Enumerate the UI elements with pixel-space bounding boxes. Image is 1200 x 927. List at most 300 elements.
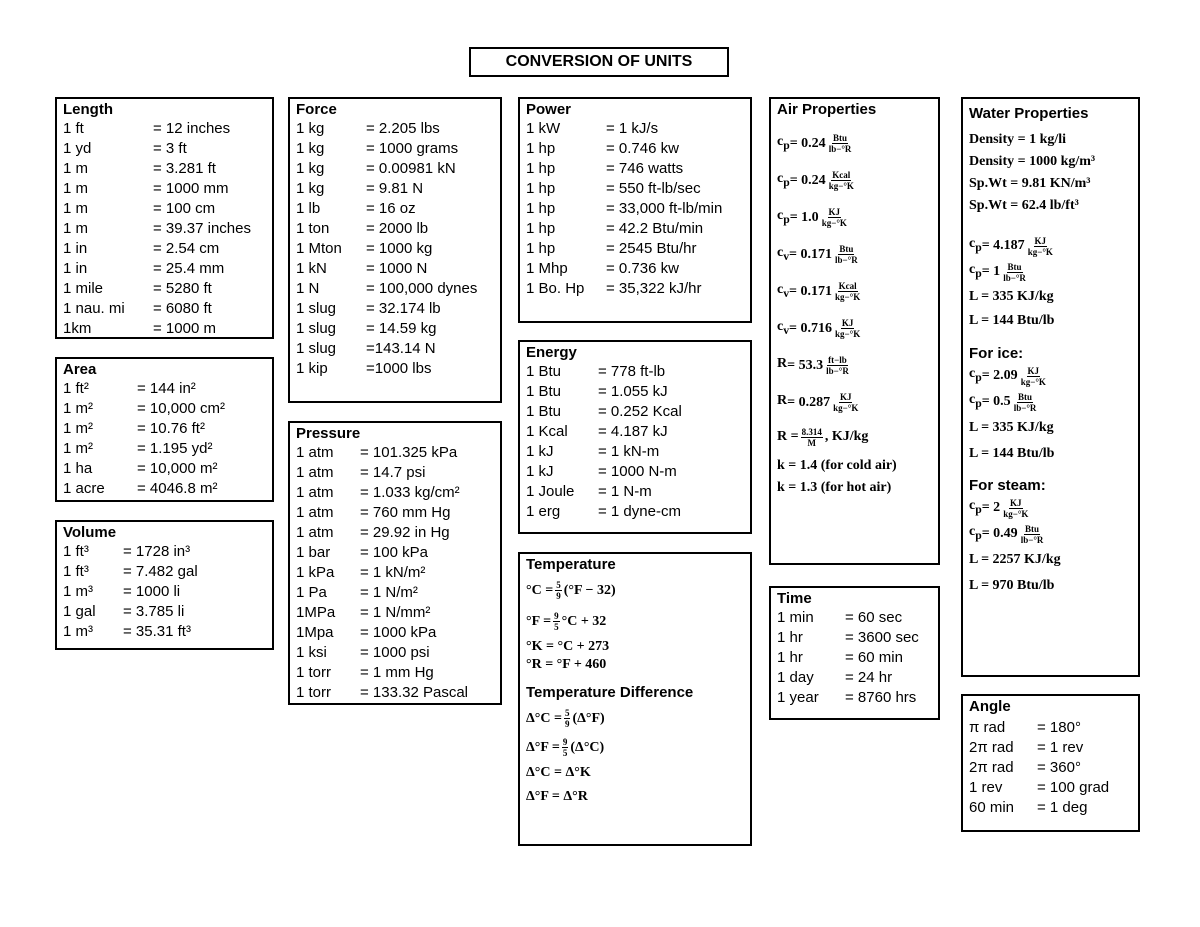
conversion-row xyxy=(969,718,1132,738)
conversion-row xyxy=(296,643,494,663)
water-cp-1 xyxy=(969,233,1132,259)
water-density-2: Density = 1000 kg/m³ xyxy=(969,154,1096,169)
conversion-row xyxy=(969,738,1132,758)
numerator: Btu xyxy=(833,133,848,143)
unit-label: 1 kip xyxy=(296,360,328,377)
unit-fraction xyxy=(834,318,861,339)
unit-value: = 1000 N xyxy=(366,260,428,277)
numerator: Kcal xyxy=(838,281,857,291)
property-symbol xyxy=(777,207,790,229)
formula-kelvin: °K = °C + 273 xyxy=(526,639,610,654)
formula-f-from-c xyxy=(526,611,744,632)
unit-label: 1 atm xyxy=(296,464,334,481)
unit-value: = 746 watts xyxy=(606,160,684,177)
formula-text: °F = xyxy=(526,613,552,629)
fraction xyxy=(1027,236,1054,257)
unit-label: 1 rev xyxy=(969,779,1003,796)
unit-label: 1 ft³ xyxy=(63,563,89,580)
formula-text: = 4.187 xyxy=(981,238,1025,253)
unit-label: 1 hp xyxy=(526,160,556,177)
unit-value: = 24 hr xyxy=(845,669,893,686)
unit-label: 1 kW xyxy=(526,120,561,137)
unit-value: = 1 deg xyxy=(1037,799,1088,816)
conversion-row xyxy=(296,623,494,643)
unit-value: = 3600 sec xyxy=(845,629,919,646)
air-property-formula xyxy=(777,347,932,384)
numerator: 8.314 xyxy=(801,426,822,437)
conversion-row xyxy=(63,139,266,159)
formula-text: (Δ°C) xyxy=(570,739,605,755)
unit-value: = 1000 m xyxy=(153,320,216,337)
formula-text: = 2 xyxy=(981,500,1001,515)
conversion-row xyxy=(296,483,494,503)
symbol-base: c xyxy=(777,244,784,260)
conversion-row xyxy=(63,179,266,199)
conversion-row xyxy=(63,259,266,279)
unit-value: = 8760 hrs xyxy=(845,689,917,706)
unit-label: 1 gal xyxy=(63,603,96,620)
length-box xyxy=(55,97,274,339)
conversion-row xyxy=(526,239,744,259)
formula-text: Δ°C = xyxy=(526,710,562,726)
property-value: = 0.287 xyxy=(787,394,831,410)
fraction xyxy=(1020,524,1045,545)
conversion-row xyxy=(526,462,744,482)
formula-text: , KJ/kg xyxy=(824,429,869,444)
cp-symbol: $c_p$ xyxy=(969,392,982,410)
denominator: kg−°K xyxy=(835,329,861,339)
unit-value: = 1000 kg xyxy=(366,240,433,257)
unit-value: = 100,000 dynes xyxy=(366,280,478,297)
numerator: 5 xyxy=(556,580,561,590)
ice-latent-1: L = 335 KJ/kg xyxy=(969,420,1054,435)
conversion-row xyxy=(526,482,744,502)
numerator: 9 xyxy=(562,737,568,747)
water-density-1: Density = 1 kg/li xyxy=(969,132,1067,147)
numerator: KJ xyxy=(839,392,852,402)
property-value: = 0.171 xyxy=(789,283,833,299)
denominator: kg−°K xyxy=(1003,508,1029,519)
conversion-row xyxy=(296,319,494,339)
unit-value: =1000 lbs xyxy=(366,360,432,377)
conversion-row xyxy=(63,119,266,139)
unit-fraction xyxy=(821,207,848,228)
conversion-row xyxy=(296,683,494,703)
unit-value: = 1 rev xyxy=(1037,739,1084,756)
property-value: = 0.171 xyxy=(789,246,833,262)
unit-value: = 6080 ft xyxy=(153,300,212,317)
unit-value: = 180° xyxy=(1037,719,1081,736)
air-property-formula xyxy=(777,236,932,273)
conversion-row xyxy=(296,179,494,199)
formula-text: (Δ°F) xyxy=(572,710,605,726)
property-symbol xyxy=(777,281,789,303)
unit-value: = 1000 mm xyxy=(153,180,229,197)
volume-heading: Volume xyxy=(63,524,117,541)
property-symbol xyxy=(777,355,787,377)
unit-value: = 101.325 kPa xyxy=(360,444,458,461)
angle-box xyxy=(961,694,1140,832)
denominator: 9 xyxy=(556,591,561,601)
symbol-base: R xyxy=(777,355,788,371)
unit-value: = 1 N-m xyxy=(598,483,652,500)
unit-label: 1 m xyxy=(63,180,89,197)
unit-label: 1 slug xyxy=(296,300,337,317)
denominator: kg−°K xyxy=(1020,376,1046,387)
conversion-row xyxy=(63,542,266,562)
formula-text: °C + 32 xyxy=(561,613,607,629)
water-spwt-2: Sp.Wt = 62.4 lb/ft³ xyxy=(969,198,1079,213)
force-heading: Force xyxy=(296,101,337,118)
unit-fraction xyxy=(828,133,853,154)
conversion-row xyxy=(296,159,494,179)
unit-value: = 10,000 cm² xyxy=(137,400,225,417)
area-heading: Area xyxy=(63,361,97,378)
conversion-row xyxy=(296,463,494,483)
conversion-row xyxy=(296,563,494,583)
unit-label: 1 torr xyxy=(296,684,332,701)
denominator: 9 xyxy=(564,719,570,729)
property-symbol xyxy=(777,244,789,266)
property-symbol xyxy=(777,170,790,192)
conversion-row xyxy=(296,139,494,159)
unit-fraction xyxy=(834,281,861,302)
unit-value: = 760 mm Hg xyxy=(360,504,451,521)
numerator: Btu xyxy=(839,244,854,254)
unit-value: = 1000 li xyxy=(123,583,181,600)
conversion-row xyxy=(63,199,266,219)
ice-heading: For ice: xyxy=(969,345,1024,362)
unit-label: 1 mile xyxy=(63,280,104,297)
air-heading: Air Properties xyxy=(777,101,877,118)
numerator: ft−lb xyxy=(828,355,847,365)
unit-value: = 1000 kPa xyxy=(360,624,437,641)
conversion-row xyxy=(296,299,494,319)
area-box xyxy=(55,357,274,502)
conversion-row xyxy=(63,159,266,179)
conversion-row xyxy=(63,279,266,299)
air-k-cold: k = 1.4 (for cold air) xyxy=(777,458,897,473)
pressure-heading: Pressure xyxy=(296,425,361,442)
unit-value: = 100 kPa xyxy=(360,544,428,561)
unit-label: 1 kg xyxy=(296,160,325,177)
unit-label: 1 day xyxy=(777,669,814,686)
temperature-difference-heading: Temperature Difference xyxy=(526,684,694,701)
unit-label: 1 hp xyxy=(526,180,556,197)
denominator: lb−°R xyxy=(1003,272,1026,283)
unit-label: 1 bar xyxy=(296,544,331,561)
conversion-row xyxy=(526,139,744,159)
conversion-row xyxy=(777,628,932,648)
conversion-row xyxy=(526,199,744,219)
symbol-base: c xyxy=(777,281,784,297)
conversion-row xyxy=(526,402,744,422)
property-value: = 0.24 xyxy=(789,172,826,188)
page-title: CONVERSION OF UNITS xyxy=(469,47,729,77)
property-symbol xyxy=(777,318,789,340)
unit-label: 1 m³ xyxy=(63,583,93,600)
unit-label: 2π rad xyxy=(969,759,1014,776)
unit-value: = 4.187 kJ xyxy=(598,423,668,440)
unit-value: = 7.482 gal xyxy=(123,563,198,580)
fraction xyxy=(555,580,562,601)
unit-label: 1 acre xyxy=(63,480,105,497)
unit-label: 1 in xyxy=(63,240,88,257)
unit-label: 1 Mton xyxy=(296,240,342,257)
unit-label: 1 Pa xyxy=(296,584,327,601)
conversion-row xyxy=(777,608,932,628)
property-value: = 53.3 xyxy=(787,357,824,373)
force-rows xyxy=(296,119,494,379)
conversion-row xyxy=(526,382,744,402)
unit-label: 60 min xyxy=(969,799,1015,816)
symbol-subscript: v xyxy=(783,249,790,263)
pressure-rows xyxy=(296,443,494,703)
unit-label: 1 min xyxy=(777,609,814,626)
unit-value: = 1.195 yd² xyxy=(137,440,213,457)
unit-value: = 9.81 N xyxy=(366,180,424,197)
conversion-row xyxy=(63,239,266,259)
unit-label: 1 hp xyxy=(526,220,556,237)
energy-rows xyxy=(526,362,744,522)
symbol-subscript: p xyxy=(783,212,790,226)
unit-value: =143.14 N xyxy=(366,340,436,357)
unit-value: = 360° xyxy=(1037,759,1081,776)
denominator: lb−°R xyxy=(1013,402,1037,413)
water-spwt-1: Sp.Wt = 9.81 KN/m³ xyxy=(969,176,1091,191)
time-rows xyxy=(777,608,932,708)
unit-value: = 5280 ft xyxy=(153,280,212,297)
unit-value: = 1000 psi xyxy=(360,644,430,661)
water-latent-2: L = 144 Btu/lb xyxy=(969,313,1055,328)
conversion-row xyxy=(63,622,266,642)
conversion-row xyxy=(296,259,494,279)
numerator: Btu xyxy=(1025,523,1040,534)
unit-label: 1 atm xyxy=(296,504,334,521)
unit-label: π rad xyxy=(969,719,1006,736)
unit-value: = 1000 grams xyxy=(366,140,459,157)
unit-label: 1MPa xyxy=(296,604,336,621)
conversion-row xyxy=(777,648,932,668)
formula-text: Δ°F = xyxy=(526,739,560,755)
numerator: Btu xyxy=(1007,261,1022,272)
unit-label: 1 kN xyxy=(296,260,327,277)
unit-label: 1 slug xyxy=(296,340,337,357)
unit-value: = 14.7 psi xyxy=(360,464,426,481)
water-heading: Water Properties xyxy=(969,105,1089,122)
water-latent-1: L = 335 KJ/kg xyxy=(969,289,1054,304)
denominator: kg−°K xyxy=(833,403,859,413)
steam-cp-2 xyxy=(969,521,1132,547)
unit-value: = 0.252 Kcal xyxy=(598,403,682,420)
conversion-row xyxy=(296,119,494,139)
cp-symbol: $c_p$ xyxy=(969,524,982,542)
fraction xyxy=(562,737,569,758)
unit-label: 1 hr xyxy=(777,649,803,666)
conversion-row xyxy=(777,688,932,708)
energy-heading: Energy xyxy=(526,344,577,361)
unit-label: 1 nau. mi xyxy=(63,300,125,317)
unit-value: = 2000 lb xyxy=(366,220,429,237)
conversion-row xyxy=(63,562,266,582)
unit-label: 1 kJ xyxy=(526,443,554,460)
symbol-base: c xyxy=(777,207,784,223)
fraction xyxy=(1020,366,1047,387)
formula-text: = 2.09 xyxy=(981,368,1018,383)
unit-label: 1km xyxy=(63,320,92,337)
conversion-row xyxy=(296,583,494,603)
symbol-base: c xyxy=(777,133,784,149)
denominator: lb−°R xyxy=(828,144,852,154)
unit-value: = 32.174 lb xyxy=(366,300,441,317)
denominator: lb−°R xyxy=(826,366,849,376)
unit-value: = 133.32 Pascal xyxy=(360,684,468,701)
unit-value: = 1 kN-m xyxy=(598,443,660,460)
numerator: Btu xyxy=(1018,391,1033,402)
unit-label: 1 erg xyxy=(526,503,561,520)
energy-box xyxy=(518,340,752,534)
conversion-row xyxy=(63,459,266,479)
unit-value: = 1 mm Hg xyxy=(360,664,434,681)
length-heading: Length xyxy=(63,101,113,118)
unit-label: 1 m² xyxy=(63,440,93,457)
force-box xyxy=(288,97,502,403)
conversion-row xyxy=(63,479,266,499)
conversion-row xyxy=(526,442,744,462)
unit-label: 1 kPa xyxy=(296,564,335,581)
denominator: M xyxy=(807,437,816,448)
property-value: = 1.0 xyxy=(789,209,819,225)
conversion-row xyxy=(63,419,266,439)
unit-label: 1 Bo. Hp xyxy=(526,280,585,297)
power-rows xyxy=(526,119,744,299)
property-value: = 0.716 xyxy=(789,320,833,336)
unit-label: 1 kg xyxy=(296,120,325,137)
unit-value: = 2545 Btu/hr xyxy=(606,240,697,257)
symbol-base: c xyxy=(777,170,784,186)
unit-value: = 100 cm xyxy=(153,200,216,217)
unit-fraction xyxy=(834,244,859,265)
unit-value: = 16 oz xyxy=(366,200,416,217)
power-heading: Power xyxy=(526,101,572,118)
angle-rows xyxy=(969,718,1132,818)
formula-text: = 0.5 xyxy=(981,394,1011,409)
symbol-subscript: v xyxy=(783,323,790,337)
area-rows xyxy=(63,379,266,499)
unit-label: 1 hp xyxy=(526,140,556,157)
formula-text: = 0.49 xyxy=(981,526,1018,541)
unit-value: = 39.37 inches xyxy=(153,220,251,237)
volume-box xyxy=(55,520,274,650)
unit-value: = 3.785 li xyxy=(123,603,185,620)
fraction xyxy=(1002,498,1029,519)
property-symbol xyxy=(777,392,787,414)
conversion-row xyxy=(296,279,494,299)
air-properties-box xyxy=(769,97,940,565)
formula-diff-f xyxy=(526,737,744,758)
formula-diff-r: Δ°F = Δ°R xyxy=(526,789,588,804)
numerator: 5 xyxy=(564,708,570,718)
conversion-row xyxy=(526,422,744,442)
symbol-subscript: p xyxy=(783,138,790,152)
water-properties-box xyxy=(961,97,1140,677)
unit-value: = 1 kN/m² xyxy=(360,564,426,581)
unit-label: 1 m xyxy=(63,200,89,217)
conversion-row xyxy=(296,503,494,523)
unit-label: 1 m² xyxy=(63,420,93,437)
conversion-row xyxy=(969,758,1132,778)
formula-diff-k: Δ°C = Δ°K xyxy=(526,765,591,780)
conversion-row xyxy=(63,379,266,399)
conversion-row xyxy=(777,668,932,688)
conversion-row xyxy=(526,179,744,199)
temperature-heading: Temperature xyxy=(526,556,616,573)
fraction xyxy=(564,708,571,729)
steam-latent-1: L = 2257 KJ/kg xyxy=(969,552,1061,567)
conversion-row xyxy=(296,199,494,219)
conversion-row xyxy=(296,239,494,259)
unit-label: 1 kg xyxy=(296,140,325,157)
ice-latent-2: L = 144 Btu/lb xyxy=(969,446,1055,461)
unit-label: 1 m xyxy=(63,220,89,237)
unit-value: = 10.76 ft² xyxy=(137,420,205,437)
conversion-row xyxy=(296,443,494,463)
conversion-row xyxy=(526,159,744,179)
unit-label: 1 hp xyxy=(526,240,556,257)
air-property-formula xyxy=(777,310,932,347)
unit-fraction xyxy=(832,392,859,413)
formula-rankine: °R = °F + 460 xyxy=(526,657,607,672)
unit-label: 1 kJ xyxy=(526,463,554,480)
unit-label: 1Mpa xyxy=(296,624,334,641)
numerator: KJ xyxy=(828,207,841,217)
conversion-row xyxy=(63,602,266,622)
unit-value: = 25.4 mm xyxy=(153,260,225,277)
denominator: lb−°R xyxy=(835,255,858,265)
denominator: kg−°K xyxy=(828,181,854,191)
unit-label: 1 m² xyxy=(63,400,93,417)
formula-text: = 1 xyxy=(981,264,1001,279)
unit-label: 1 ft xyxy=(63,120,84,137)
denominator: kg−°K xyxy=(835,292,861,302)
unit-label: 1 yd xyxy=(63,140,92,157)
angle-heading: Angle xyxy=(969,698,1011,715)
formula-diff-c xyxy=(526,708,744,729)
unit-value: = 0.746 kw xyxy=(606,140,679,157)
ice-cp-1 xyxy=(969,363,1132,389)
cp-symbol: $c_p$ xyxy=(969,236,982,254)
cp-symbol: $c_p$ xyxy=(969,366,982,384)
power-box xyxy=(518,97,752,323)
conversion-row xyxy=(63,219,266,239)
conversion-row xyxy=(526,119,744,139)
formula-text: R = xyxy=(777,429,799,444)
unit-label: 1 year xyxy=(777,689,819,706)
conversion-row xyxy=(296,359,494,379)
numerator: 9 xyxy=(554,611,559,621)
steam-latent-2: L = 970 Btu/lb xyxy=(969,578,1055,593)
steam-heading: For steam: xyxy=(969,477,1046,494)
unit-value: = 778 ft-lb xyxy=(598,363,666,380)
unit-value: = 0.736 kw xyxy=(606,260,679,277)
pressure-box xyxy=(288,421,502,705)
unit-value: = 1 N/m² xyxy=(360,584,418,601)
air-property-formula xyxy=(777,125,932,162)
ice-cp-2 xyxy=(969,389,1132,415)
unit-value: = 1728 in³ xyxy=(123,543,191,560)
conversion-row xyxy=(296,523,494,543)
conversion-row xyxy=(63,319,266,339)
